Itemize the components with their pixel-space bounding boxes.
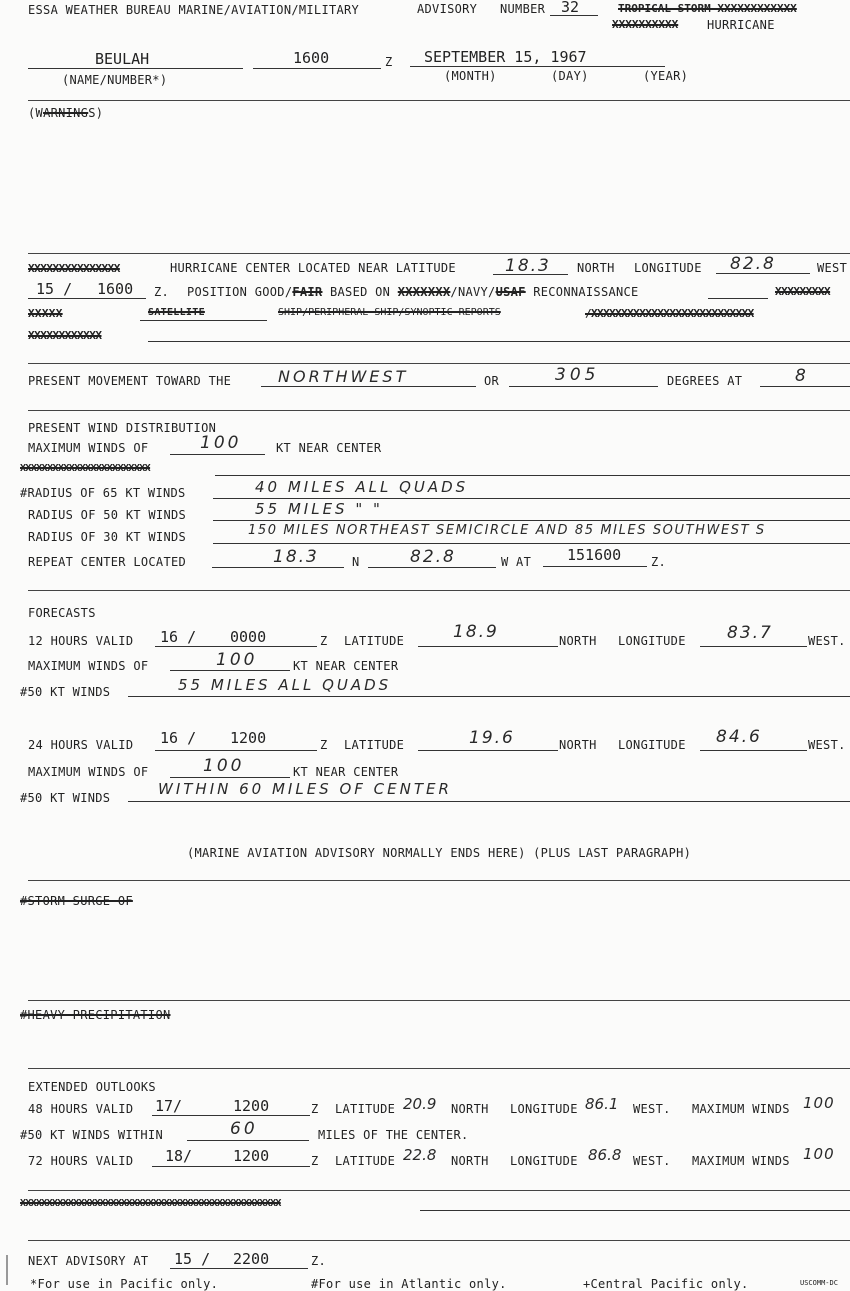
header-time: 1600 (293, 49, 330, 67)
o72-lat: 22.8 (403, 1146, 437, 1164)
o48-lat-label: LATITUDE (335, 1102, 396, 1116)
movement-speed: 8 (795, 366, 808, 386)
o72-west: WEST. (633, 1154, 671, 1168)
o72-max: 100 (803, 1145, 835, 1163)
f12-w50-label: #50 KT WINDS (20, 685, 111, 699)
f24-lat-label: LATITUDE (344, 738, 405, 752)
o48-max: 100 (803, 1094, 835, 1112)
time-underline (253, 68, 381, 69)
header-date: SEPTEMBER 15, 1967 (424, 48, 587, 66)
row4-underline (148, 341, 850, 342)
f24-max: 100 (203, 756, 245, 776)
recon-underline (708, 298, 768, 299)
movement-label: PRESENT MOVEMENT TOWARD THE (28, 374, 232, 388)
struck-satellite: SATELLITE (148, 307, 205, 318)
left-margin-mark (6, 1255, 8, 1285)
f12-time: 0000 (230, 628, 267, 646)
repeat-z: Z. (651, 555, 667, 569)
f24-max-underline (170, 777, 290, 778)
lat-underline (493, 274, 568, 275)
o48-lon: 86.1 (585, 1095, 619, 1113)
position-time: 1600 (97, 280, 134, 298)
f12-north: NORTH (559, 634, 597, 648)
o72-max-label: MAXIMUM WINDS (692, 1154, 790, 1168)
footer-code: USCOMM-DC (800, 1279, 838, 1287)
struck-final-underline (420, 1210, 850, 1211)
w-at-label: W AT (501, 555, 532, 569)
o72-time-underline (152, 1166, 310, 1167)
next-advisory-time: 2200 (233, 1250, 270, 1268)
agency-title: ESSA WEATHER BUREAU MARINE/AVIATION/MILITARY (28, 3, 360, 17)
f12-max: 100 (216, 650, 258, 670)
name-underline (28, 68, 243, 69)
rule (28, 363, 850, 364)
struck-storm-type: TROPICAL STORM XXXXXXXXXXXX (618, 2, 797, 15)
f12-lon-underline (700, 646, 807, 647)
struck-tail: XXXXXXXXX (775, 285, 831, 298)
day-caption: (DAY) (551, 69, 589, 83)
date-underline (410, 66, 665, 67)
o-w50-label: #50 KT WINDS WITHIN (20, 1128, 163, 1142)
max-underline (170, 454, 265, 455)
f24-time: 1200 (230, 729, 267, 747)
f24-lat: 19.6 (469, 728, 515, 748)
o72-day: 18/ (165, 1147, 193, 1165)
footer-central: +Central Pacific only. (583, 1277, 749, 1291)
forecasts-title: FORECASTS (28, 606, 96, 620)
f24-lon-label: LONGITUDE (618, 738, 686, 752)
struck-wind-row: XXXXXXXXXXXXXXXXXXXXXXXX (20, 463, 151, 474)
o72-z: Z (311, 1154, 319, 1168)
f12-near: KT NEAR CENTER (293, 659, 399, 673)
o48-lat: 20.9 (403, 1095, 437, 1113)
f24-time-underline (155, 750, 317, 751)
f24-day: 16 / (160, 729, 197, 747)
rule (28, 1000, 850, 1001)
heavy-precip-label: #HEAVY PRECIPITATION (20, 1008, 171, 1022)
next-advisory-label: NEXT ADVISORY AT (28, 1254, 149, 1268)
repeat-lon: 82.8 (410, 547, 456, 567)
struck-radar: XXXXX (28, 307, 63, 320)
r30-label: RADIUS OF 30 KT WINDS (28, 530, 187, 544)
o72-lon-label: LONGITUDE (510, 1154, 578, 1168)
repeat-label: REPEAT CENTER LOCATED (28, 555, 187, 569)
repeat-time-underline (543, 566, 647, 567)
struck-prefix: XXXXXXXXXXXXXXX (28, 262, 120, 275)
f12-lon: 83.7 (727, 623, 773, 643)
struck-row3-tail: /XXXXXXXXXXXXXXXXXXXXXXXXXXX (585, 307, 754, 320)
o48-west: WEST. (633, 1102, 671, 1116)
position-z: Z. (154, 285, 170, 299)
satellite-underline (140, 320, 267, 321)
r30-value: 150 MILES NORTHEAST SEMICIRCLE AND 85 MILES SOUTHWEST S (248, 523, 766, 538)
wind-near-center: KT NEAR CENTER (276, 441, 382, 455)
o-w50-underline (187, 1140, 309, 1141)
f24-z: Z (320, 738, 328, 752)
o48-time: 1200 (233, 1097, 270, 1115)
f24-w50-underline (128, 801, 850, 802)
o48-time-underline (152, 1115, 310, 1116)
o48-label: 48 HOURS VALID (28, 1102, 134, 1116)
next-advisory-day: 15 / (174, 1250, 211, 1268)
f12-lat-label: LATITUDE (344, 634, 405, 648)
wind-title: PRESENT WIND DISTRIBUTION (28, 421, 217, 435)
r50-underline (213, 520, 850, 521)
storm-surge-label: #STORM SURGE OF (20, 894, 133, 908)
footer-pacific: *For use in Pacific only. (30, 1277, 219, 1291)
o48-max-label: MAXIMUM WINDS (692, 1102, 790, 1116)
r50-value: 55 MILES " " (255, 500, 383, 518)
advisory-label: ADVISORY (417, 2, 478, 16)
o48-day: 17/ (155, 1097, 183, 1115)
movement-degrees: 305 (555, 365, 600, 385)
center-located-label: HURRICANE CENTER LOCATED NEAR LATITUDE (170, 261, 456, 275)
f24-west: WEST. (808, 738, 846, 752)
number-underline (550, 15, 598, 16)
name-caption: (NAME/NUMBER*) (62, 73, 168, 87)
o-w50-tail: MILES OF THE CENTER. (318, 1128, 469, 1142)
rule (28, 253, 850, 254)
o-w50: 60 (230, 1119, 258, 1139)
f12-lon-label: LONGITUDE (618, 634, 686, 648)
r50-label: RADIUS OF 50 KT WINDS (28, 508, 187, 522)
storm-type: HURRICANE (707, 18, 775, 32)
f24-lon-underline (700, 750, 807, 751)
f12-west: WEST. (808, 634, 846, 648)
f12-time-underline (155, 646, 317, 647)
next-advisory-underline (170, 1268, 308, 1269)
time-underline (28, 298, 146, 299)
f12-max-underline (170, 670, 290, 671)
o72-north: NORTH (451, 1154, 489, 1168)
month-caption: (MONTH) (444, 69, 497, 83)
footer-atlantic: #For use in Atlantic only. (311, 1277, 507, 1291)
rule (28, 1240, 850, 1241)
f24-lon: 84.6 (716, 727, 762, 747)
position-longitude: 82.8 (730, 254, 776, 274)
f24-max-label: MAXIMUM WINDS OF (28, 765, 149, 779)
repeat-time: 151600 (567, 546, 622, 564)
wind-max-label: MAXIMUM WINDS OF (28, 441, 149, 455)
position-day: 15 / (36, 280, 73, 298)
r65-value: 40 MILES ALL QUADS (255, 478, 469, 496)
rule (28, 1190, 850, 1191)
degrees-at-label: DEGREES AT (667, 374, 743, 388)
struck-final-paragraph: XXXXXXXXXXXXXXXXXXXXXXXXXXXXXXXXXXXXXXXXXXXXXXXXX (20, 1198, 281, 1209)
o48-north: NORTH (451, 1102, 489, 1116)
number-label: NUMBER (500, 2, 546, 16)
o48-z: Z (311, 1102, 319, 1116)
o48-lon-label: LONGITUDE (510, 1102, 578, 1116)
rule (28, 1068, 850, 1069)
rule (28, 590, 850, 591)
header-z: Z (385, 55, 393, 69)
lon-underline (716, 273, 810, 274)
r30-underline (213, 543, 850, 544)
o72-label: 72 HOURS VALID (28, 1154, 134, 1168)
west-label: WEST (817, 261, 848, 275)
year-caption: (YEAR) (643, 69, 689, 83)
f24-w50-label: #50 KT WINDS (20, 791, 111, 805)
f12-w50-underline (128, 696, 850, 697)
f12-day: 16 / (160, 628, 197, 646)
o72-lon: 86.8 (588, 1146, 622, 1164)
repeat-lat-underline (212, 567, 344, 568)
position-quality: POSITION GOOD/FAIR BASED ON XXXXXXX/NAVY/USAF RECONNAISSANCE (187, 285, 639, 299)
direction-underline (261, 386, 476, 387)
position-latitude: 18.3 (505, 256, 551, 276)
f12-w50: 55 MILES ALL QUADS (178, 676, 392, 694)
f12-label: 12 HOURS VALID (28, 634, 134, 648)
struck-row-underline (215, 475, 850, 476)
f12-lat-underline (418, 646, 558, 647)
f24-lat-underline (418, 750, 558, 751)
o72-time: 1200 (233, 1147, 270, 1165)
f24-label: 24 HOURS VALID (28, 738, 134, 752)
f12-max-label: MAXIMUM WINDS OF (28, 659, 149, 673)
advisory-number: 32 (561, 0, 580, 16)
wind-max: 100 (200, 433, 242, 453)
rule (28, 880, 850, 881)
speed-underline (760, 386, 850, 387)
or-label: OR (484, 374, 500, 388)
repeat-lon-underline (368, 567, 496, 568)
f24-near: KT NEAR CENTER (293, 765, 399, 779)
f12-lat: 18.9 (453, 622, 499, 642)
struck-storm-type-2: XXXXXXXXXX (612, 18, 679, 31)
o72-lat-label: LATITUDE (335, 1154, 396, 1168)
r65-label: #RADIUS OF 65 KT WINDS (20, 486, 186, 500)
r65-underline (213, 498, 850, 499)
longitude-label: LONGITUDE (634, 261, 702, 275)
f24-north: NORTH (559, 738, 597, 752)
outlooks-title: EXTENDED OUTLOOKS (28, 1080, 156, 1094)
struck-row4: XXXXXXXXXXXX (28, 329, 102, 342)
warnings-label: (WARNINGS) (28, 106, 104, 120)
rule (28, 100, 850, 101)
marine-note: (MARINE AVIATION ADVISORY NORMALLY ENDS HERE) (PLUS LAST PARAGRAPH) (187, 846, 692, 860)
n-label: N (352, 555, 360, 569)
repeat-lat: 18.3 (273, 547, 319, 567)
next-advisory-z: Z. (311, 1254, 327, 1268)
f24-w50: WITHIN 60 MILES OF CENTER (158, 780, 452, 798)
rule (28, 410, 850, 411)
storm-name: BEULAH (95, 50, 150, 68)
struck-ship-reports: SHIP/PERIPHERAL SHIP/SYNOPTIC REPORTS (278, 307, 501, 318)
movement-direction: NORTHWEST (278, 367, 409, 386)
degrees-underline (509, 386, 658, 387)
f12-z: Z (320, 634, 328, 648)
north-label: NORTH (577, 261, 615, 275)
